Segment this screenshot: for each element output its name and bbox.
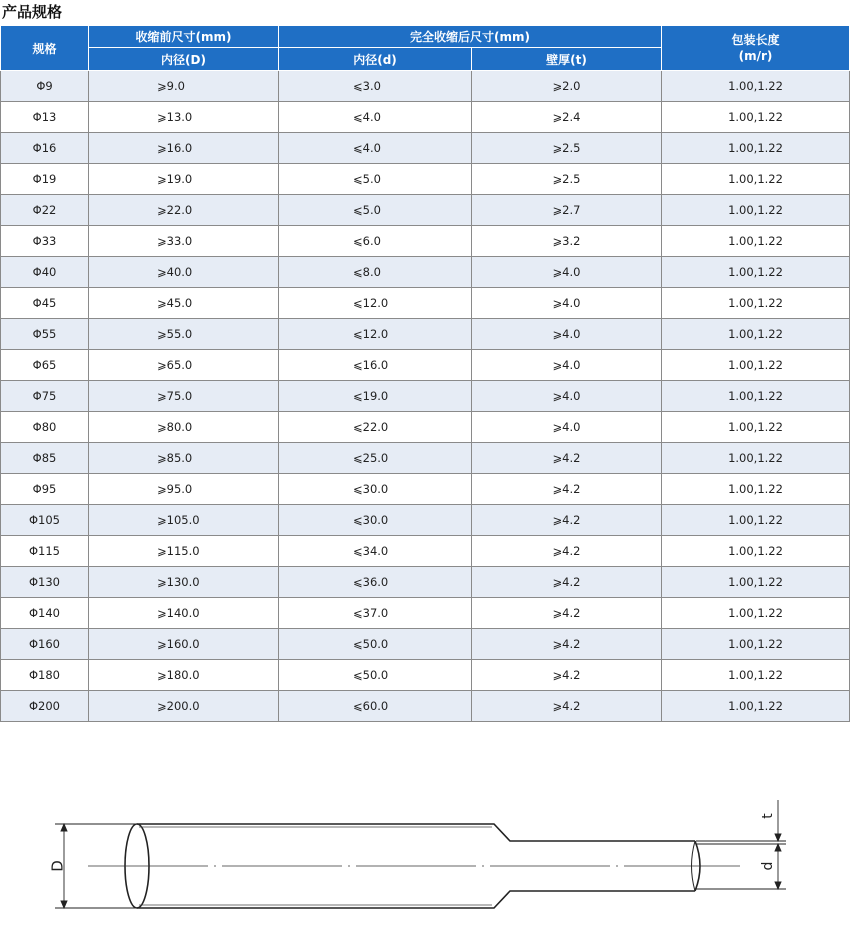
cell-spec: Φ95 [1, 474, 89, 505]
cell-inner-D: ⩾75.0 [89, 381, 279, 412]
cell-inner-d: ⩽8.0 [279, 257, 472, 288]
table-row [1, 350, 850, 381]
cell-wall-t: ⩾4.2 [472, 691, 662, 722]
cell-wall-t: ⩾2.4 [472, 102, 662, 133]
header-inner-d: 内径(d) [279, 48, 472, 71]
cell-inner-d: ⩽25.0 [279, 443, 472, 474]
cell-pack-length: 1.00,1.22 [662, 102, 850, 133]
table-row [1, 71, 850, 102]
cell-inner-D: ⩾115.0 [89, 536, 279, 567]
cell-wall-t: ⩾4.2 [472, 443, 662, 474]
cell-inner-D: ⩾130.0 [89, 567, 279, 598]
cell-pack-length: 1.00,1.22 [662, 257, 850, 288]
cell-wall-t: ⩾4.2 [472, 660, 662, 691]
cell-inner-D: ⩾40.0 [89, 257, 279, 288]
table-body [1, 71, 850, 722]
cell-inner-d: ⩽12.0 [279, 319, 472, 350]
cell-inner-D: ⩾95.0 [89, 474, 279, 505]
cell-wall-t: ⩾4.2 [472, 505, 662, 536]
cell-inner-d: ⩽50.0 [279, 660, 472, 691]
cell-pack-length: 1.00,1.22 [662, 567, 850, 598]
cell-inner-D: ⩾140.0 [89, 598, 279, 629]
cell-spec: Φ16 [1, 133, 89, 164]
table-row [1, 629, 850, 660]
cell-inner-d: ⩽16.0 [279, 350, 472, 381]
table-row [1, 164, 850, 195]
cell-spec: Φ115 [1, 536, 89, 567]
spec-table [0, 25, 850, 722]
cell-spec: Φ40 [1, 257, 89, 288]
table-row [1, 567, 850, 598]
cell-wall-t: ⩾4.2 [472, 629, 662, 660]
cell-wall-t: ⩾2.0 [472, 71, 662, 102]
cell-inner-D: ⩾22.0 [89, 195, 279, 226]
cell-pack-length: 1.00,1.22 [662, 319, 850, 350]
cell-wall-t: ⩾4.0 [472, 257, 662, 288]
page-title: 产品规格 [2, 3, 63, 21]
cell-spec: Φ180 [1, 660, 89, 691]
header-inner-D: 内径(D) [89, 48, 279, 71]
table-row [1, 257, 850, 288]
cell-pack-length: 1.00,1.22 [662, 443, 850, 474]
cell-pack-length: 1.00,1.22 [662, 164, 850, 195]
table-row [1, 536, 850, 567]
cell-pack-length: 1.00,1.22 [662, 226, 850, 257]
header-pack-line1: 包装长度 [731, 33, 780, 47]
cell-spec: Φ9 [1, 71, 89, 102]
cell-spec: Φ130 [1, 567, 89, 598]
cell-inner-D: ⩾80.0 [89, 412, 279, 443]
table-header [1, 26, 850, 71]
cell-wall-t: ⩾4.2 [472, 474, 662, 505]
cell-spec: Φ22 [1, 195, 89, 226]
cell-inner-D: ⩾19.0 [89, 164, 279, 195]
cell-wall-t: ⩾4.2 [472, 567, 662, 598]
cell-inner-D: ⩾55.0 [89, 319, 279, 350]
table-row [1, 102, 850, 133]
cell-pack-length: 1.00,1.22 [662, 474, 850, 505]
cell-pack-length: 1.00,1.22 [662, 691, 850, 722]
cell-inner-d: ⩽4.0 [279, 133, 472, 164]
cell-inner-d: ⩽12.0 [279, 288, 472, 319]
table-row [1, 691, 850, 722]
cell-spec: Φ13 [1, 102, 89, 133]
table-row [1, 226, 850, 257]
table-row [1, 319, 850, 350]
cell-inner-D: ⩾45.0 [89, 288, 279, 319]
header-after: 完全收缩后尺寸(mm) [279, 26, 662, 48]
cell-spec: Φ75 [1, 381, 89, 412]
cell-wall-t: ⩾4.2 [472, 536, 662, 567]
cell-spec: Φ85 [1, 443, 89, 474]
tube-lower-edge [137, 891, 695, 908]
cell-wall-t: ⩾4.2 [472, 598, 662, 629]
cell-pack-length: 1.00,1.22 [662, 629, 850, 660]
label-t: t [760, 813, 776, 819]
cell-inner-D: ⩾180.0 [89, 660, 279, 691]
tube-diagram [0, 780, 850, 930]
cell-spec: Φ19 [1, 164, 89, 195]
cell-wall-t: ⩾4.0 [472, 350, 662, 381]
label-D: D [48, 860, 67, 872]
cell-pack-length: 1.00,1.22 [662, 381, 850, 412]
cell-inner-D: ⩾9.0 [89, 71, 279, 102]
table-row [1, 133, 850, 164]
cell-pack-length: 1.00,1.22 [662, 660, 850, 691]
cell-pack-length: 1.00,1.22 [662, 288, 850, 319]
cell-inner-d: ⩽36.0 [279, 567, 472, 598]
table-row [1, 412, 850, 443]
cell-pack-length: 1.00,1.22 [662, 536, 850, 567]
cell-pack-length: 1.00,1.22 [662, 133, 850, 164]
cell-wall-t: ⩾2.5 [472, 133, 662, 164]
cell-spec: Φ33 [1, 226, 89, 257]
cell-inner-d: ⩽5.0 [279, 164, 472, 195]
cell-inner-d: ⩽50.0 [279, 629, 472, 660]
cell-inner-D: ⩾85.0 [89, 443, 279, 474]
header-wall-t: 壁厚(t) [472, 48, 662, 71]
cell-inner-d: ⩽22.0 [279, 412, 472, 443]
table-row [1, 474, 850, 505]
cell-pack-length: 1.00,1.22 [662, 505, 850, 536]
table-row [1, 195, 850, 226]
cell-spec: Φ200 [1, 691, 89, 722]
cell-wall-t: ⩾4.0 [472, 319, 662, 350]
header-spec: 规格 [1, 26, 89, 71]
cell-inner-d: ⩽6.0 [279, 226, 472, 257]
cell-inner-D: ⩾65.0 [89, 350, 279, 381]
table-row [1, 660, 850, 691]
label-d: d [760, 861, 776, 871]
header-before: 收缩前尺寸(mm) [89, 26, 279, 48]
table-row [1, 288, 850, 319]
cell-spec: Φ160 [1, 629, 89, 660]
cell-inner-D: ⩾16.0 [89, 133, 279, 164]
cell-inner-d: ⩽5.0 [279, 195, 472, 226]
cell-wall-t: ⩾4.0 [472, 288, 662, 319]
cell-spec: Φ65 [1, 350, 89, 381]
cell-inner-d: ⩽34.0 [279, 536, 472, 567]
cell-inner-D: ⩾33.0 [89, 226, 279, 257]
table-row [1, 598, 850, 629]
cell-inner-D: ⩾160.0 [89, 629, 279, 660]
cell-wall-t: ⩾4.0 [472, 381, 662, 412]
cell-wall-t: ⩾2.7 [472, 195, 662, 226]
table-row [1, 505, 850, 536]
cell-inner-d: ⩽19.0 [279, 381, 472, 412]
cell-spec: Φ140 [1, 598, 89, 629]
cell-wall-t: ⩾3.2 [472, 226, 662, 257]
cell-pack-length: 1.00,1.22 [662, 195, 850, 226]
cell-pack-length: 1.00,1.22 [662, 350, 850, 381]
header-pack-length [662, 26, 850, 71]
table-row [1, 381, 850, 412]
cell-spec: Φ45 [1, 288, 89, 319]
cell-inner-d: ⩽37.0 [279, 598, 472, 629]
cell-inner-D: ⩾200.0 [89, 691, 279, 722]
cell-spec: Φ105 [1, 505, 89, 536]
tube-upper-edge [137, 824, 695, 841]
cell-inner-d: ⩽60.0 [279, 691, 472, 722]
cell-inner-D: ⩾13.0 [89, 102, 279, 133]
cell-spec: Φ55 [1, 319, 89, 350]
cell-inner-d: ⩽30.0 [279, 505, 472, 536]
cell-pack-length: 1.00,1.22 [662, 71, 850, 102]
cell-inner-D: ⩾105.0 [89, 505, 279, 536]
cell-spec: Φ80 [1, 412, 89, 443]
cell-inner-d: ⩽4.0 [279, 102, 472, 133]
cell-wall-t: ⩾2.5 [472, 164, 662, 195]
header-pack-line2: (m/r) [738, 49, 773, 63]
cell-inner-d: ⩽30.0 [279, 474, 472, 505]
cell-wall-t: ⩾4.0 [472, 412, 662, 443]
table-row [1, 443, 850, 474]
cell-pack-length: 1.00,1.22 [662, 598, 850, 629]
cell-pack-length: 1.00,1.22 [662, 412, 850, 443]
cell-inner-d: ⩽3.0 [279, 71, 472, 102]
